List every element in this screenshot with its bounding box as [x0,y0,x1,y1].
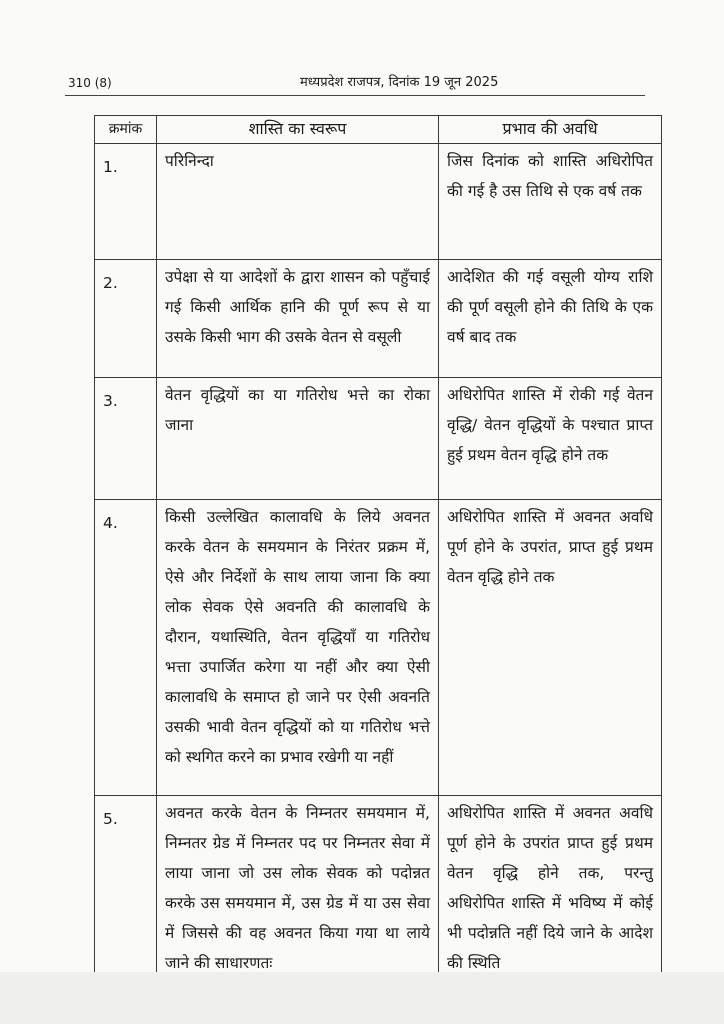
penalty-nature-cell: वेतन वृद्धियों का या गतिरोध भत्ते का रोका जाना [157,378,439,500]
header-divider [65,95,645,96]
effect-period-cell: अधिरोपित शास्ति में रोकी गई वेतन वृद्धि/ वेतन वृद्धियों के पश्चात प्राप्त हुई प्रथम वेतन वृद्धि होने तक [439,378,662,500]
page-header [0,0,724,100]
serial-cell: 2. [95,260,157,378]
table-row [95,500,662,796]
penalty-nature-cell: अवनत करके वेतन के निम्नतर समयमान में, निम्नतर ग्रेड में निम्नतर पद पर निम्नतर सेवा में लाया जाना जो उस लोक सेवक को पदोन्नत करके उस समयमान में, उस ग्रेड में या उस सेवा में जिससे की वह अवनत किया गया था लाये जाने की साधारणतः [157,796,439,981]
column-header-effect-period: प्रभाव की अवधि [439,116,662,144]
table-row [95,144,662,260]
page-number: 310 (8) [68,76,112,90]
table-row [95,796,662,981]
scan-bottom-margin [0,972,724,1024]
serial-cell: 1. [95,144,157,260]
serial-cell: 3. [95,378,157,500]
gazette-title: मध्यप्रदेश राजपत्र, दिनांक 19 जून 2025 [300,75,499,90]
table-row [95,260,662,378]
effect-period-cell: आदेशित की गई वसूली योग्य राशि की पूर्ण वसूली होने की तिथि के एक वर्ष बाद तक [439,260,662,378]
penalty-table [94,115,662,981]
effect-period-cell: अधिरोपित शास्ति में अवनत अवधि पूर्ण होने के उपरांत, प्राप्त हुई प्रथम वेतन वृद्धि होने तक [439,500,662,796]
penalty-nature-cell: परिनिन्दा [157,144,439,260]
serial-cell: 4. [95,500,157,796]
column-header-serial: क्रमांक [95,116,157,144]
effect-period-cell: जिस दिनांक को शास्ति अधिरोपित की गई है उस तिथि से एक वर्ष तक [439,144,662,260]
table-row [95,378,662,500]
column-header-penalty-nature: शास्ति का स्वरूप [157,116,439,144]
table-header-row [95,116,662,144]
penalty-nature-cell: उपेक्षा से या आदेशों के द्वारा शासन को पहुँचाई गई किसी आर्थिक हानि की पूर्ण रूप से या उसके किसी भाग की उसके वेतन से वसूली [157,260,439,378]
serial-cell: 5. [95,796,157,981]
penalty-nature-cell: किसी उल्लेखित कालावधि के लिये अवनत करके वेतन के समयमान के निरंतर प्रक्रम में, ऐसे और निर्देशों के साथ लाया जाना कि क्या लोक सेवक ऐसे अवनति की कालावधि के दौरान, यथास्थिति, वेतन वृद्धियाँ या गतिरोध भत्ता उपार्जित करेगा या नहीं और क्या ऐसी कालावधि के समाप्त हो जाने पर ऐसी अवनति उसकी भावी वेतन वृद्धियों को या गतिरोध भत्ते को स्थगित करने का प्रभाव रखेगी या नहीं [157,500,439,796]
effect-period-cell: अधिरोपित शास्ति में अवनत अवधि पूर्ण होने के उपरांत प्राप्त हुई प्रथम वेतन वृद्धि होने तक, परन्तु अधिरोपित शास्ति में भविष्य में कोई भी पदोन्नति नहीं दिये जाने के आदेश की स्थिति [439,796,662,981]
